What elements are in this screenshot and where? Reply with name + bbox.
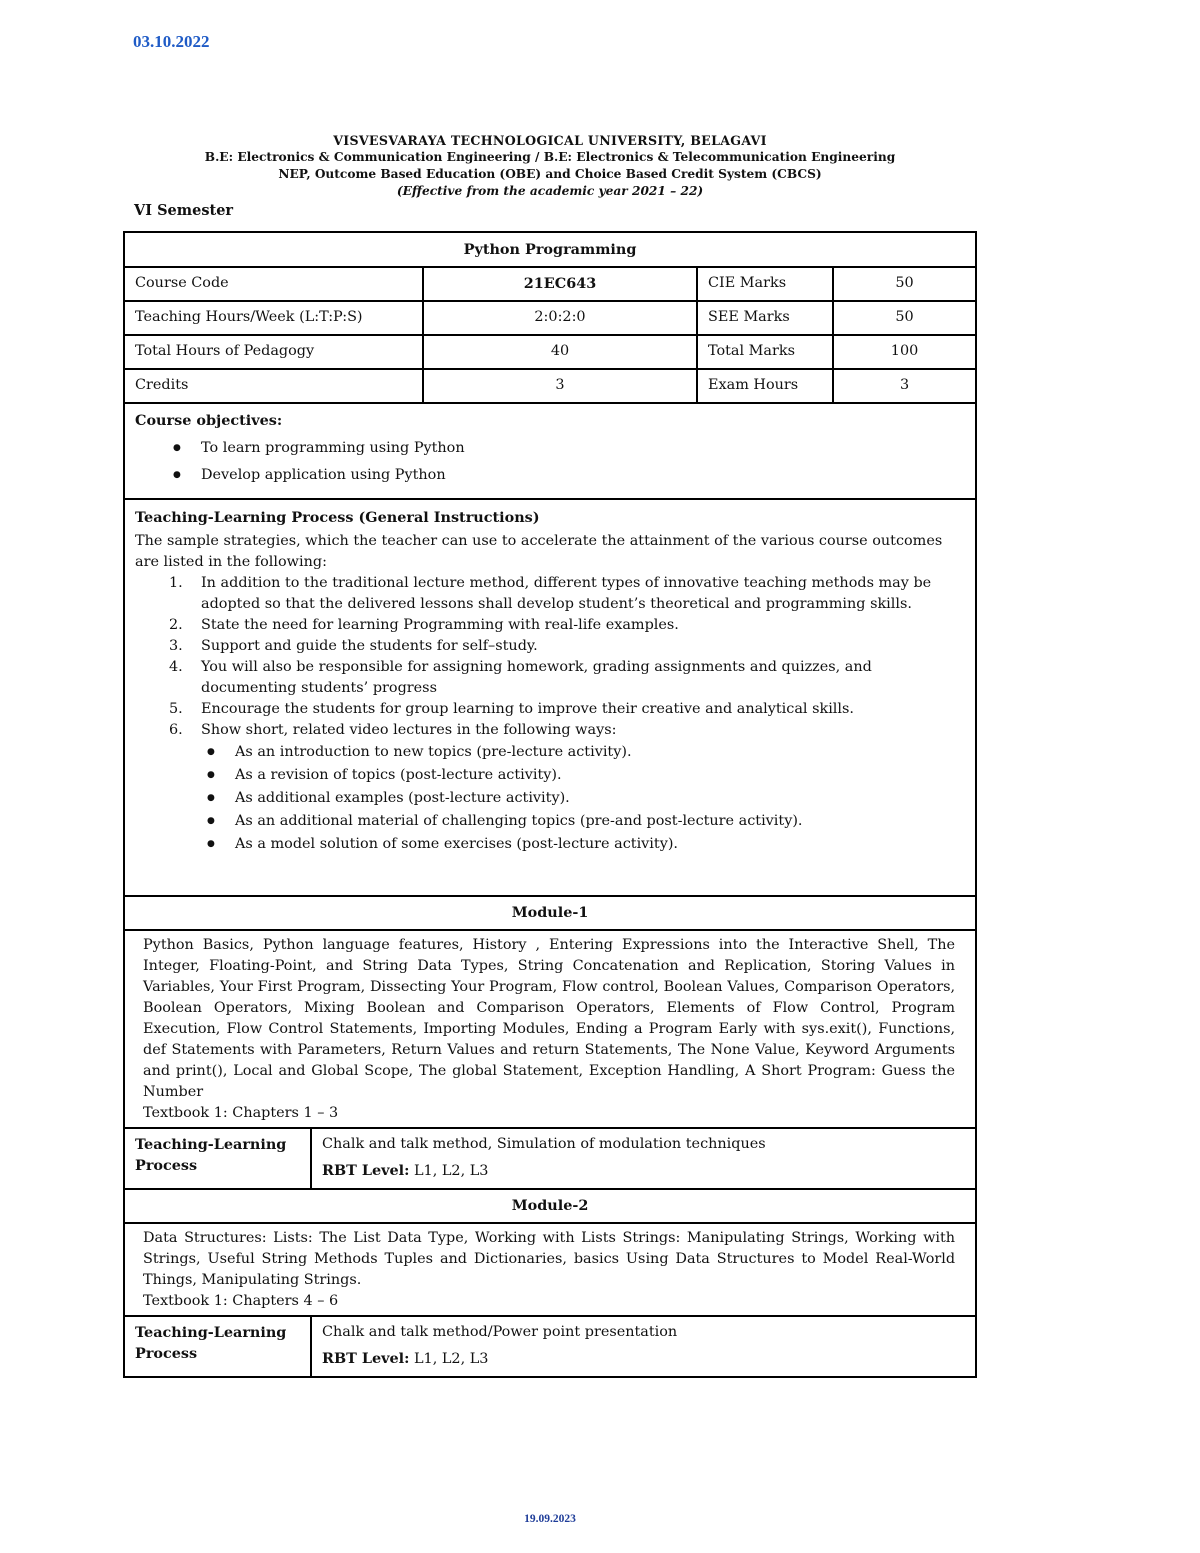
tl-process-label: Teaching-Learning Process: [124, 1128, 311, 1189]
info-label: Total Hours of Pedagogy: [124, 335, 423, 369]
tlp-subitem: ● As a revision of topics (post-lecture activity).: [135, 764, 965, 787]
info-value: 50: [833, 301, 976, 335]
course-info-row: [124, 369, 976, 403]
module-textbook: Textbook 1: Chapters 1 – 3: [143, 1105, 339, 1121]
info-label: Credits: [124, 369, 423, 403]
tlp-item: 3. Support and guide the students for self–study.: [169, 638, 538, 654]
tlp-subitem: ● As a model solution of some exercises (post-lecture activity).: [135, 833, 965, 856]
course-title: Python Programming: [124, 232, 976, 267]
tlp-item: 5. Encourage the students for group learning to improve their creative and analytical skills.: [169, 701, 854, 717]
rbt-level: RBT Level: L1, L2, L3: [322, 1350, 489, 1367]
info-label: CIE Marks: [697, 267, 833, 301]
module-content: [124, 930, 976, 1128]
module-textbook: Textbook 1: Chapters 4 – 6: [143, 1293, 339, 1309]
course-info-row: [124, 301, 976, 335]
course-code-value: 21EC643: [423, 267, 697, 301]
tl-method: Chalk and talk method, Simulation of modulation techniques: [322, 1136, 766, 1152]
objectives-heading: Course objectives:: [135, 412, 283, 429]
program-name: B.E: Electronics & Communication Engineering / B.E: Electronics & Telecommunication Engineering: [204, 150, 896, 164]
module-title: Module-2: [124, 1189, 976, 1223]
tlp-item: 6. Show short, related video lectures in the following ways:: [169, 722, 617, 738]
info-label: Total Marks: [697, 335, 833, 369]
module-title: Module-1: [124, 896, 976, 930]
module-topics: Python Basics, Python language features, History , Entering Expressions into the Interactive Shell, The Integer, Floating-Point, and String Data Types, String Concatenation and Replication, Storing Values in Variables, Your First Program, Dissecting Your Program, Flow control, Boolean Values, Comparison Operators, Boolean Operators, Mixing Boolean and Comparison Operators, Elements of Flow Control, Program Execution, Flow Control Statements, Importing Modules, Ending a Program Early with sys.exit(), Functions, def Statements with Parameters, Return Values and return Statements, The None Value, Keyword Arguments and print(), Local and Global Scope, The global Statement, Exception Handling, A Short Program: Guess the Number: [143, 937, 956, 1100]
semester-label: VI Semester: [134, 202, 234, 219]
info-value: 2:0:2:0: [423, 301, 697, 335]
info-value: 3: [833, 369, 976, 403]
tlp-item: 4. You will also be responsible for assigning homework, grading assignments and quizzes, and documenting students’ progress: [169, 659, 872, 696]
course-objectives: [124, 403, 976, 499]
tlp-subitem: ● As an additional material of challenging topics (pre-and post-lecture activity).: [135, 810, 965, 833]
tlp-intro: The sample strategies, which the teacher can use to accelerate the attainment of the various course outcomes are listed in the following:: [135, 533, 943, 570]
info-value: 100: [833, 335, 976, 369]
info-value: 40: [423, 335, 697, 369]
tlp-heading: Teaching-Learning Process (General Instructions): [135, 509, 540, 526]
tl-process-content: [311, 1128, 976, 1189]
info-label: SEE Marks: [697, 301, 833, 335]
tlp-item: 2. State the need for learning Programming with real-life examples.: [169, 617, 679, 633]
tl-method: Chalk and talk method/Power point presentation: [322, 1324, 678, 1340]
tl-process-label: Teaching-Learning Process: [124, 1316, 311, 1377]
footer-date: 19.09.2023: [524, 1513, 576, 1525]
tlp-subitem: ● As an introduction to new topics (pre-lecture activity).: [135, 741, 965, 764]
module-topics: Data Structures: Lists: The List Data Type, Working with Lists Strings: Manipulating Strings, Working with Strings, Useful String Methods Tuples and Dictionaries, basics Using Data Structures to Model Real-World Things, Manipulating Strings.: [143, 1230, 956, 1288]
effective-year: (Effective from the academic year 2021 – 22): [396, 184, 704, 198]
objective-item: ● To learn programming using Python: [135, 435, 965, 462]
scheme-name: NEP, Outcome Based Education (OBE) and Choice Based Credit System (CBCS): [278, 167, 822, 181]
rbt-level: RBT Level: L1, L2, L3: [322, 1162, 489, 1179]
info-value: 50: [833, 267, 976, 301]
info-label: Teaching Hours/Week (L:T:P:S): [124, 301, 423, 335]
info-value: 3: [423, 369, 697, 403]
info-label: Exam Hours: [697, 369, 833, 403]
tlp-subitem: ● As additional examples (post-lecture activity).: [135, 787, 965, 810]
teaching-learning-process: [124, 499, 976, 896]
course-info-row: [124, 335, 976, 369]
course-info-row: [124, 267, 976, 301]
header-date: 03.10.2022: [133, 32, 210, 51]
syllabus-table: [123, 231, 977, 1378]
module-content: [124, 1223, 976, 1316]
tlp-item: 1. In addition to the traditional lecture method, different types of innovative teaching methods may be adopted so that the delivered lessons shall develop student’s theoretical and programming skills.: [169, 575, 932, 612]
info-label: Course Code: [124, 267, 423, 301]
document-header: [124, 132, 976, 200]
tl-process-content: [311, 1316, 976, 1377]
objective-item: ● Develop application using Python: [135, 462, 965, 489]
university-name: VISVESVARAYA TECHNOLOGICAL UNIVERSITY, BELAGAVI: [333, 133, 767, 148]
